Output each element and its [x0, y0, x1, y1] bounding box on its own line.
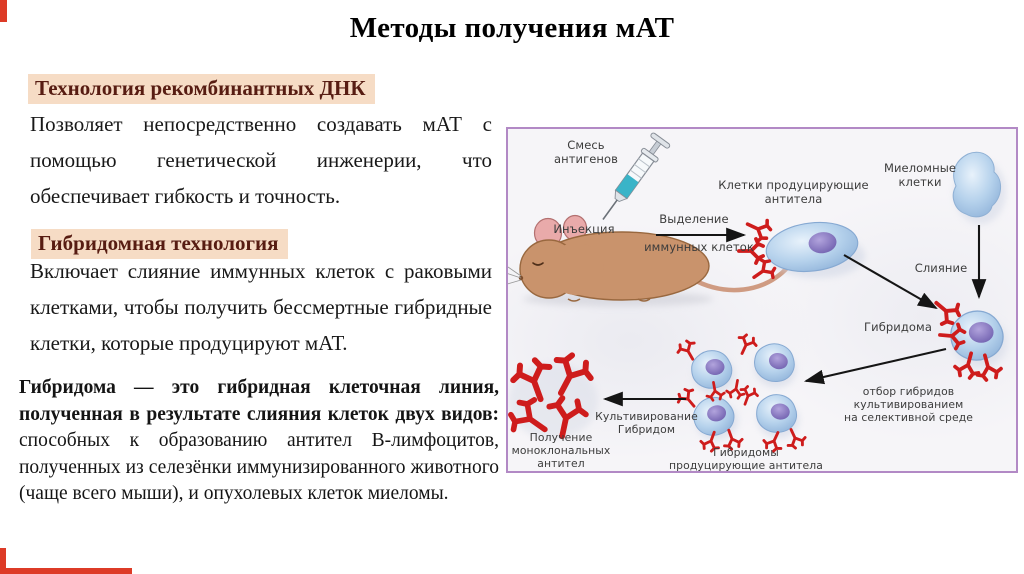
label-producing-cells: Клетки продуцирующие антитела — [718, 178, 869, 206]
label-fusion: Слияние — [914, 261, 968, 275]
label-hybridomas-producing: Гибридомы продуцирующие антитела — [669, 446, 823, 472]
label-isolation-2: иммунных клеток — [644, 240, 754, 254]
label-isolation-1: Выделение — [659, 212, 729, 226]
hybridoma-cell — [951, 311, 1007, 367]
label-myeloma: Миеломные клетки — [883, 161, 957, 189]
heading-recombinant-dna: Технология рекомбинантных ДНК — [28, 74, 375, 104]
hybridoma-definition — [19, 375, 499, 508]
heading-hybridoma-technology: Гибридомная технология — [31, 229, 288, 259]
label-hybridoma: Гибридома — [864, 320, 932, 334]
label-injection: Инъекция — [553, 222, 615, 236]
label-cultivation: Культивирование Гибридом — [595, 410, 698, 436]
frame-corner-bottom-left-horizontal — [0, 568, 132, 574]
label-selection: отбор гибридов культивированием на селективной среде — [843, 385, 974, 424]
page-title: Методы получения мАТ — [349, 12, 675, 44]
definition-bold-part: Гибридома — это гибридная клеточная линия, полученная в результате слияния клеток двух видов: — [19, 377, 499, 425]
definition-regular-part: способных к образованию антител В-лимфоцитов, полученных из селезёнки иммунизированного животного (чаще всего мыши), и опухолевых клеток миеломы. — [19, 430, 499, 504]
paragraph-hybridoma-technology: Включает слияние иммунных клеток с раковыми клетками, чтобы получить бессмертные гибридные клетки, которые продуцируют мАТ. — [30, 259, 492, 355]
label-mab-result: Получение моноклональных антител — [511, 431, 611, 470]
hybridoma-diagram — [506, 127, 1018, 473]
arrow-selection — [806, 349, 946, 381]
antibody-producing-cell — [763, 218, 865, 278]
label-antigen-mix: Смесь антигенов — [553, 138, 619, 166]
paragraph-recombinant-dna: Позволяет непосредственно создавать мАТ с помощью генетической инженерии, что обеспечивает гибкость и точность. — [30, 112, 492, 208]
